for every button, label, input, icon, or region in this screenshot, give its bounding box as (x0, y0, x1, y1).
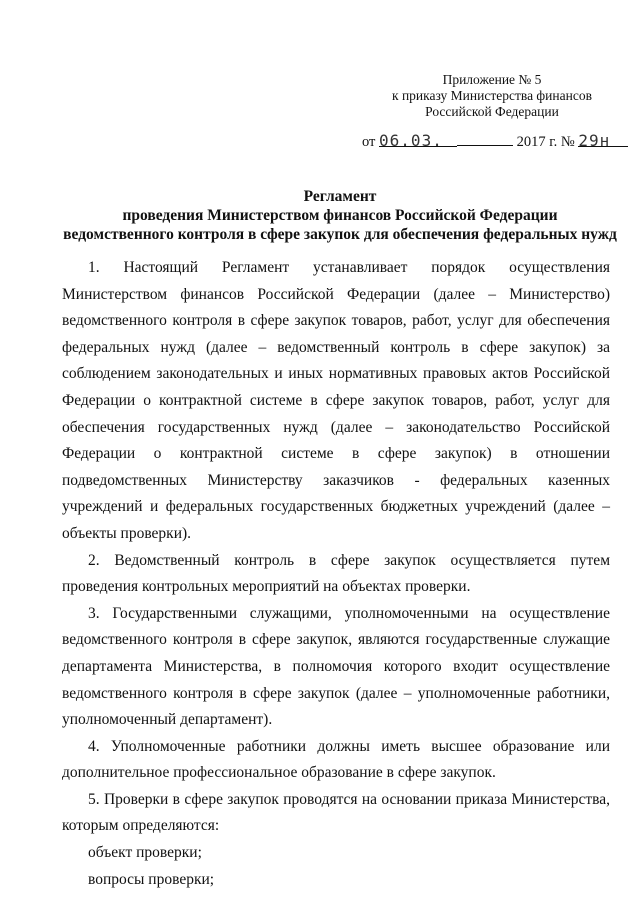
appendix-line-2: к приказу Министерства финансов (392, 88, 592, 103)
document-title (50, 187, 630, 244)
list-item-questions: вопросы проверки; (88, 870, 215, 888)
date-blank-tail (457, 130, 513, 146)
year-number-label: 2017 г. № (516, 134, 575, 150)
paragraph-1: 1. Настоящий Регламент устанавливает порядок осуществления Министерством финансов Российской Федерации (далее – Министерство) ведомственного контроля в сфере закупок товаров, работ, услуг для обеспечения федеральных нужд (далее – ведомственный контроль в сфере закупок) за соблюдением законодательных и иных нормативных правовых актов Российской Федерации о контрактной системе в сфере закупок товаров, работ, услуг для обеспечения государственных нужд (далее – законодательство Российской Федерации о контрактной системе в сфере закупок) в отношении подведомственных Министерству заказчиков - федеральных казенных учреждений и федеральных государственных бюджетных учреждений (далее – объекты проверки). (62, 259, 610, 542)
title-line-2: проведения Министерством финансов Российской Федерации (122, 207, 558, 224)
appendix-block (372, 72, 612, 120)
list-item-object: объект проверки; (88, 844, 202, 862)
paragraph-3: 3. Государственными служащими, уполномоченными на осуществление ведомственного контроля в сфере закупок, являются государственные служащие департамента Министерства, в полномочия которого входит осуществление ведомственного контроля в сфере закупок (далее – уполномоченные работники, уполномоченный департамент). (62, 604, 610, 729)
appendix-line-3: Российской Федерации (425, 104, 559, 119)
date-handwritten: 06.03. (379, 131, 443, 150)
number-blank (578, 131, 628, 150)
title-line-3: ведомственного контроля в сфере закупок для обеспечения федеральных нужд (63, 226, 617, 243)
paragraph-2: 2. Ведомственный контроль в сфере закупок осуществляется путем проведения контрольных мероприятий на объектах проверки. (62, 551, 610, 596)
number-handwritten: 29н (578, 131, 611, 150)
paragraph-5: 5. Проверки в сфере закупок проводятся на основании приказа Министерства, которым определяются: (62, 790, 610, 835)
paragraph-4: 4. Уполномоченные работники должны иметь высшее образование или дополнительное профессиональное образование в сфере закупок. (62, 737, 610, 782)
date-prefix: от (362, 134, 376, 150)
order-date-line (362, 130, 628, 151)
appendix-line-1: Приложение № 5 (442, 72, 542, 87)
title-line-1: Регламент (303, 188, 377, 205)
date-blank (379, 131, 457, 150)
document-body (62, 255, 610, 893)
